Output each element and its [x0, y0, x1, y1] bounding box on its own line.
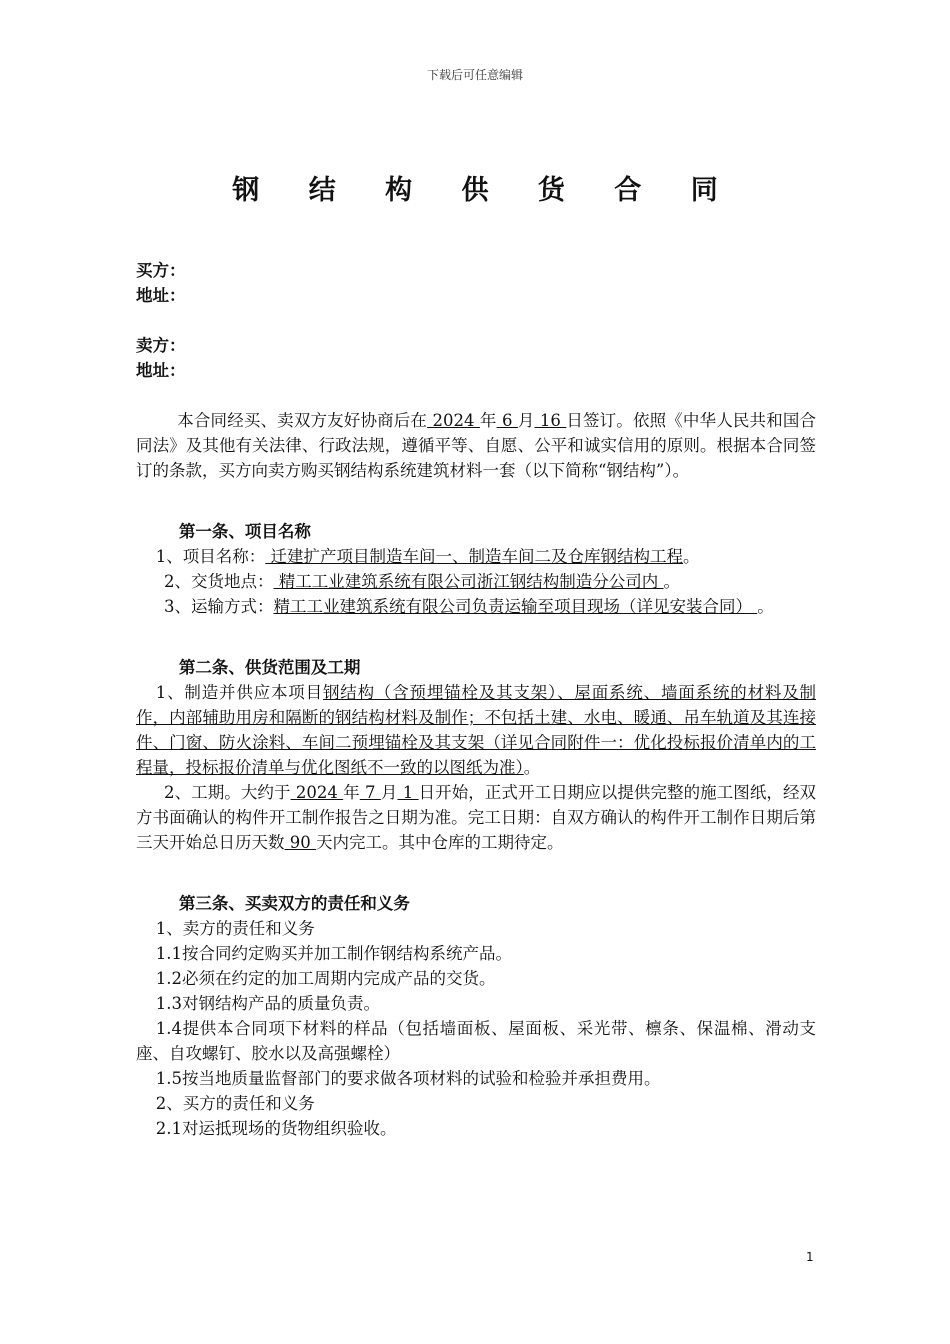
schedule-text-5: 天内完工。其中仓库的工期待定。: [316, 833, 564, 852]
period: 。: [663, 572, 681, 591]
period: 。: [757, 597, 774, 616]
intro-text-3: 月: [517, 411, 535, 430]
article3-heading: 第三条、买卖双方的责任和义务: [178, 894, 410, 913]
schedule-text-3: 月: [380, 783, 398, 802]
delivery-place-value: 精工工业建筑系统有限公司浙江钢结构制造分公司内: [273, 572, 664, 591]
article1-item1: [136, 544, 816, 569]
start-year: 2024: [290, 783, 344, 802]
document-title: 钢 结 构 供 货 合 同: [232, 175, 738, 206]
buyer-label: 买方：: [136, 261, 186, 280]
intro-text-1: 本合同经买、卖双方友好协商后在: [177, 411, 428, 430]
seller-duty-1-4: 1.4提供本合同项下材料的样品（包括墙面板、屋面板、采光带、檩条、保温棉、滑动支座、自攻螺钉、胶水以及高强螺栓）: [136, 1019, 816, 1063]
intro-text-4: 日签订。依照《中华人民共和国合同法》及其他有关法律、行政法规，遵循平等、自愿、公平和诚实信用的原则。根据本合同签订的条款，买方向卖方购买钢结构系统建筑材料一套（以下简称“钢结构”）。: [136, 411, 817, 480]
sign-year: 2024: [427, 411, 480, 430]
seller-duty-1-1: 1.1按合同约定购买并加工制作钢结构系统产品。: [155, 944, 513, 963]
seller-label: 卖方：: [136, 336, 186, 355]
buyer-duties-title: 2、买方的责任和义务: [155, 1094, 315, 1113]
article1-item3: [136, 594, 816, 619]
page-number: 1: [806, 1250, 814, 1264]
article2-item1: [136, 680, 816, 780]
sign-month: 6: [496, 411, 518, 430]
schedule-text-2: 年: [343, 783, 360, 802]
intro-text-2: 年: [479, 411, 497, 430]
period: 。: [523, 758, 541, 777]
start-day: 1: [397, 783, 419, 802]
article2-heading: 第二条、供货范围及工期: [178, 658, 361, 677]
buyer-address-label: 地址：: [136, 286, 186, 305]
project-name-value: 迁建扩产项目制造车间一、制造车间二及仓库钢结构工程: [265, 547, 684, 566]
seller-duty-1-5: 1.5按当地质量监督部门的要求做各项材料的试验和检验并承担费用。: [155, 1069, 661, 1088]
total-days: 90: [284, 833, 316, 852]
start-month: 7: [359, 783, 381, 802]
seller-duty-1-2: 1.2必须在约定的加工周期内完成产品的交货。: [155, 969, 496, 988]
transport-label: 3、运输方式：: [164, 597, 274, 616]
intro-paragraph: [136, 408, 816, 483]
seller-address-label: 地址：: [136, 361, 186, 380]
supply-scope-label: 1、制造并供应本项目: [155, 683, 323, 702]
transport-value: 精工工业建筑系统有限公司负责运输至项目现场（详见安装合同）: [273, 597, 758, 616]
contract-body: [136, 258, 816, 1141]
seller-duty-1-3: 1.3对钢结构产品的质量负责。: [155, 994, 381, 1013]
sign-day: 16: [534, 411, 567, 430]
page-header-note: 下载后可任意编辑: [426, 68, 523, 82]
supply-scope-value: 钢结构（含预埋锚栓及其支架）、屋面系统、墙面系统的材料及制作，内部辅助用房和隔断的钢结构材料及制作；不包括土建、水电、暖通、吊车轨道及其连接件、门窗、防火涂料、车间二预埋锚栓及其支架（详见合同附件一：优化投标报价清单内的工程量，投标报价清单与优化图纸不一致的以图纸为准）: [136, 683, 817, 777]
project-name-label: 1、项目名称：: [155, 547, 266, 566]
article2-item2: [136, 780, 816, 855]
period: 。: [683, 547, 700, 566]
buyer-duty-2-1: 2.1对运抵现场的货物组织验收。: [155, 1119, 397, 1138]
article1-heading: 第一条、项目名称: [178, 522, 311, 541]
article1-item2: [136, 569, 816, 594]
schedule-text-4: 日开始，正式开工日期应以提供完整的施工图纸，经双方书面确认的构件开工制作报告之日期为准。完工日期：自双方确认的构件开工制作日期后第三天开始总日历天数: [136, 783, 817, 852]
schedule-text-1: 2、工期。大约于: [164, 783, 291, 802]
delivery-place-label: 2、交货地点：: [164, 572, 274, 591]
seller-duties-title: 1、卖方的责任和义务: [155, 919, 315, 938]
